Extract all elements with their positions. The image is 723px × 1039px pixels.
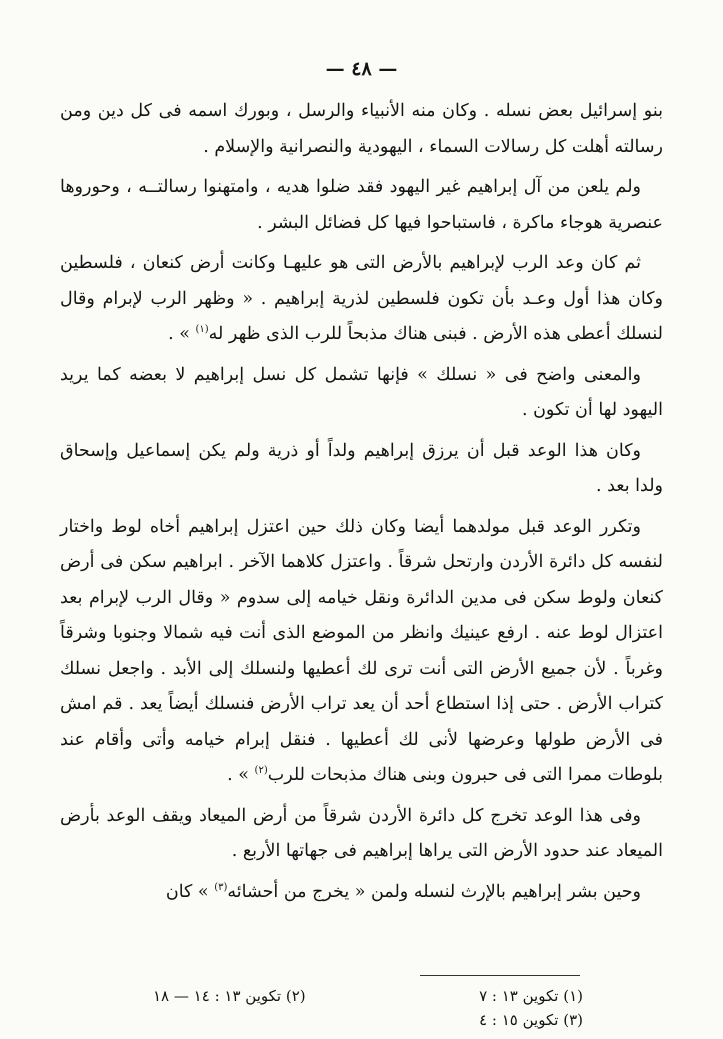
paragraph: وفى هذا الوعد تخرج كل دائرة الأردن شرقاً من أرض الميعاد ويقف الوعد بأرض الميعاد عند حدود الأرض التى يراها إبراهيم فى جهاتها الأربع . [60, 805, 663, 861]
paragraph: ولم يلعن من آل إبراهيم غير اليهود فقد ضلوا هديه ، وامتهنوا رسالتــه ، وحوروها عنصرية هوجاء ماكرة ، فاستباحوا فيها كل فضائل البشر . [60, 177, 663, 233]
paragraph [60, 246, 663, 353]
footnote-ref: (٢) [254, 765, 268, 777]
quote-close: » . [168, 324, 196, 344]
footnote-row [153, 1008, 583, 1032]
paragraph: بنو إسرائيل بعض نسله . وكان منه الأنبياء والرسل ، وبورك اسمه فى كل دين ومن رسالته أهلت كل رسالات السماء ، اليهودية والنصرانية والإسلام . [60, 101, 663, 157]
footnote-ref: (٣) [214, 881, 228, 893]
paragraph: والمعنى واضح فى « نسلك » فإنها تشمل كل نسل إبراهيم لا بعضه كما يريد اليهود لها أن تكون . [60, 364, 663, 420]
quote-close: » . [227, 765, 255, 785]
paragraph-text: ثم كان وعد الرب لإبراهيم بالأرض التى هو عليهـا وكانت أرض كنعان ، فلسطين وكان هذا أول وعـد بأن تكون فلسطين لذرية إبراهيم . « وظهر الرب لإبرام وقال لنسلك أعطى هذه الأرض . فبنى هناك مذبحاً للرب الذى ظهر له [60, 253, 663, 344]
footnote: (٣) تكوين ١٥ : ٤ [479, 1011, 583, 1029]
paragraph-text: وحين بشر إبراهيم بالإرث لنسله ولمن « يخرج من أحشائه [227, 881, 641, 902]
footnote: (٢) تكوين ١٣ : ١٤ — ١٨ [153, 987, 306, 1005]
page-number: — ٤٨ — [325, 58, 398, 80]
paragraph: وكان هذا الوعد قبل أن يرزق إبراهيم ولداً أو ذرية ولم يكن إسماعيل وإسحاق ولدا بعد . [60, 440, 663, 496]
footnote-row [153, 984, 583, 1008]
paragraph [60, 875, 663, 911]
quote-close: » كان [165, 881, 215, 902]
paragraph-text: وتكرر الوعد قبل مولدهما أيضا وكان ذلك حين اعتزل إبراهيم أخاه لوط واختار لنفسه كل دائرة الأردن وارتحل شرقاً . واعتزل كلاهما الآخر . ابراهيم سكن فى أرض كنعان ولوط سكن فى مدين الدائرة ونقل خيامه إلى سدوم « وقال الرب لإبرام بعد اعتزال لوط عنه . ارفع عينيك وانظر من الموضع الذى أنت فيه شمالا وجنوبا وشرقاً وغرباً . لأن جميع الأرض التى أنت ترى لك أعطيها ولنسلك إلى الأبد . واجعل نسلك كتراب الأرض . حتى إذا استطاع أحد أن يعد تراب الأرض فنسلك أيضاً يعد . قم امش فى الأرض طولها وعرضها لأنى لك أعطيها . فنقل إبرام خيامه وأتى وأقام عند بلوطات ممرا التى فى حبرون وبنى هناك مذبحات للرب [60, 516, 663, 785]
footnotes [153, 984, 583, 1032]
footnote: (١) تكوين ١٣ : ٧ [479, 987, 583, 1005]
footnote-ref: (١) [195, 324, 209, 336]
footnote-divider [420, 975, 580, 976]
paragraph [60, 510, 663, 794]
